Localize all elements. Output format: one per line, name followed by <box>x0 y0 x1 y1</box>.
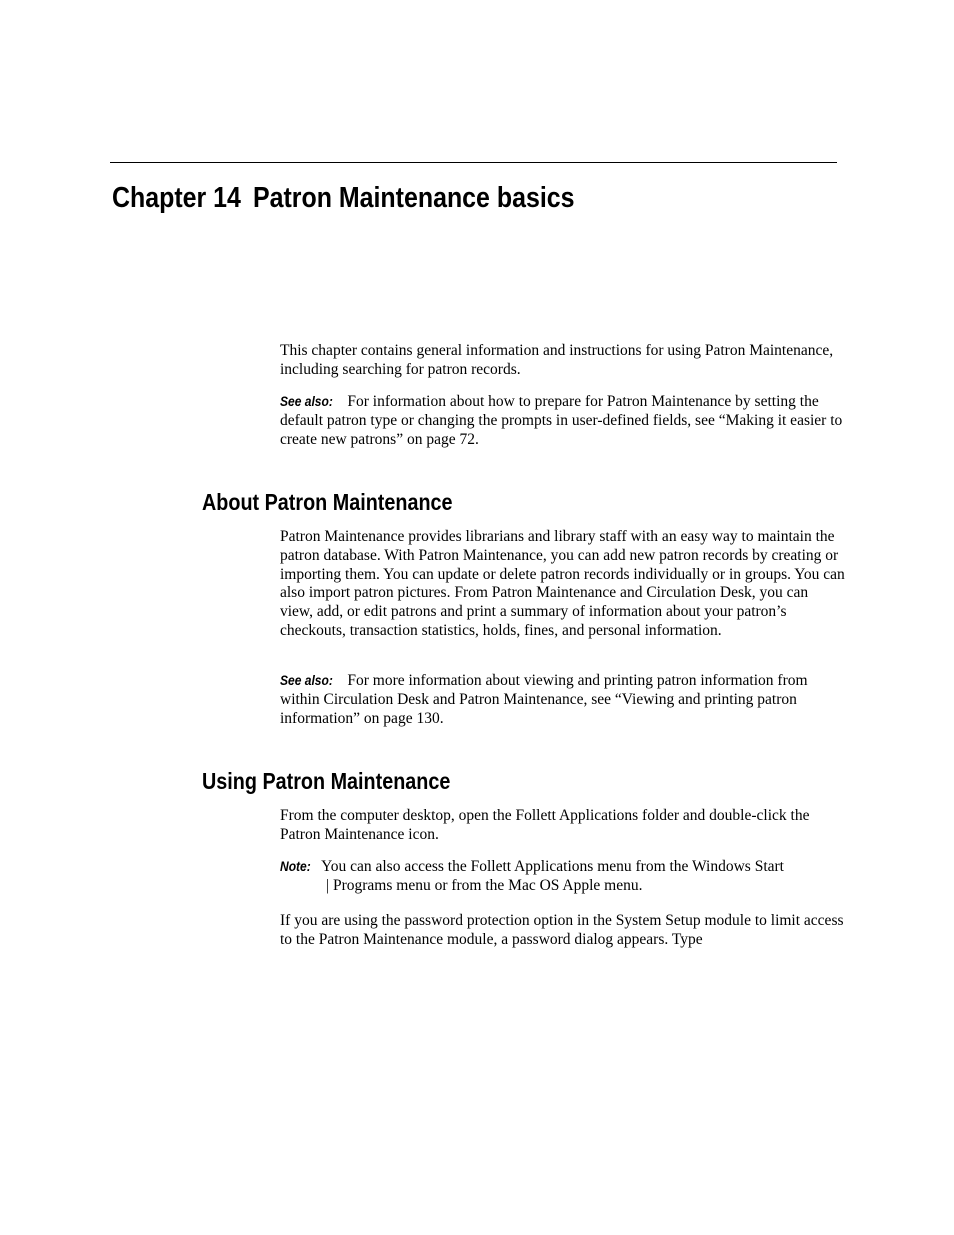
using-note <box>280 857 845 896</box>
intro-paragraph: This chapter contains general information and instructions for using Patron Maintenance, including searching for patron records. <box>280 342 834 378</box>
section-heading-using: Using Patron Maintenance <box>202 768 451 794</box>
note-label: Note: <box>280 858 311 874</box>
chapter-number: Chapter 14 <box>112 182 241 214</box>
note-text-line1: You can also access the Follett Applications menu from the Windows Start <box>321 858 784 875</box>
see-also-label: See also: <box>280 393 333 409</box>
see-also-text: For more information about viewing and printing patron information from within Circulation Desk and Patron Maintenance, see “Viewing and printing patron information” on page 130. <box>280 672 808 727</box>
using-paragraph-2: If you are using the password protection option in the System Setup module to limit access to the Patron Maintenance module, a password dialog appears. Type <box>280 912 844 948</box>
chapter-rule <box>110 162 837 163</box>
intro-see-also <box>280 392 845 449</box>
see-also-text: For information about how to prepare for Patron Maintenance by setting the default patron type or changing the prompts in user-defined fields, see “Making it easier to create new patrons” on page 72. <box>280 393 843 448</box>
chapter-title <box>112 178 575 218</box>
chapter-name: Patron Maintenance basics <box>252 182 575 214</box>
about-see-also <box>280 671 845 728</box>
see-also-label: See also: <box>280 672 333 688</box>
about-paragraph: Patron Maintenance provides librarians and library staff with an easy way to maintain the patron database. With Patron Maintenance, you can add new patron records by creating or importing them. You can update or delete patron records individually or in groups. You can also import patron pictures. From Patron Maintenance and Circulation Desk, you can view, add, or edit patrons and print a summary of information about your patron’s checkouts, transaction statistics, holds, fines, and personal information. <box>280 528 845 639</box>
using-paragraph: From the computer desktop, open the Follett Applications folder and double-click the Patron Maintenance icon. <box>280 807 810 843</box>
section-heading-about: About Patron Maintenance <box>202 489 453 515</box>
note-text-line2: | Programs menu or from the Mac OS Apple menu. <box>326 876 643 894</box>
